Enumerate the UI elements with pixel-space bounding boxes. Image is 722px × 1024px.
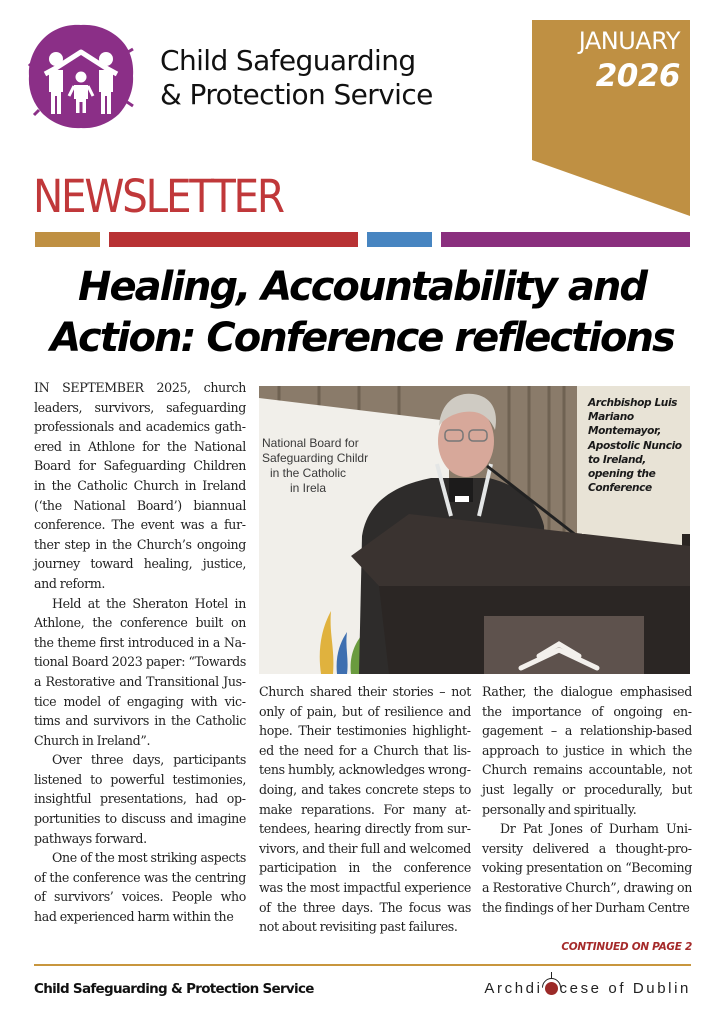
archdiocese-text-end: cese of Dublin [559, 980, 691, 997]
color-bar-gold [35, 232, 100, 247]
issue-month: JANUARY [578, 27, 680, 55]
color-bar-blue [367, 232, 432, 247]
brand-title-line1: Child Safeguarding [160, 44, 416, 77]
article-headline [22, 262, 702, 364]
color-bar-purple [441, 232, 690, 247]
headline-line2: Action: Conference reflections [50, 315, 674, 361]
archdiocese-dome-icon [545, 982, 558, 995]
banner-line: in Irela [289, 481, 327, 495]
banner-line: Safeguarding Childr [262, 451, 369, 465]
color-bar-red [109, 232, 358, 247]
issue-year: 2026 [595, 58, 680, 94]
photo-banner-text [262, 436, 369, 496]
brand-title [160, 44, 433, 112]
photo-caption: Archbishop Luis Mariano Montemayor, Apostolic Nuncio to Ireland, opening the Conference [588, 397, 682, 495]
headline-line1: Healing, Accountability and [78, 264, 646, 310]
csps-logo-icon [27, 22, 135, 130]
paragraph: One of the most striking aspects of the conference was the centring of survivors’ voices. People who had experienced harm within the [34, 850, 246, 925]
paragraph: Held at the Sheraton Hotel in Athlone, the conference built on the theme first introduced in a National Board 2023 paper: “Towards a Restorative and Transitional Justice model of engaging with victims and survivors in the Catholic Church in Ireland”. [34, 595, 246, 748]
footer-service-name: Child Safeguarding & Protection Service [34, 981, 314, 997]
article-column-2 [259, 682, 471, 937]
brand-title-line2: & Protection Service [160, 78, 433, 111]
archdiocese-text-start: Archdi [484, 980, 543, 997]
paragraph: Over three days, participants listened to powerful testimonies, insightful presentations, had opportunities to discuss and imagine pathways forward. [34, 752, 246, 846]
paragraph: Rather, the dialogue emphasised the importance of ongoing engagement – a relationship-based approach to justice in which the Church remains accountable, not just legally or procedurally, but personally and spiritually. [482, 684, 692, 817]
paragraph: Dr Pat Jones of Durham University delivered a thought-provoking presentation on “Becoming a Restorative Church”, drawing on the findings of her Durham Centre [482, 821, 692, 915]
banner-line: in the Catholic [269, 466, 347, 480]
paragraph: IN SEPTEMBER 2025, church leaders, survivors, safeguarding professionals and academics gathered in Athlone for the National Board for Safeguarding Children in the Catholic Church in Ireland (‘the National Board’) biannual conference. The event was a further step in the Church’s ongoing journey toward healing, justice, and reform. [34, 380, 246, 591]
continued-link[interactable]: CONTINUED ON PAGE 2 [561, 941, 692, 953]
article-column-3 [482, 682, 692, 917]
newsletter-title: NEWSLETTER [33, 170, 283, 223]
article-column-1 [34, 378, 246, 927]
archdiocese-logo [440, 980, 691, 998]
paragraph: Church shared their stories – not only of pain, but of resilience and hope. Their testimonies highlighted the need for a Church that listens humbly, acknowledges wrongdoing, and takes concrete steps to make reparations. For many attendees, hearing directly from survivors, and their full and welcomed participation in the conference was the most impactful experience of the three days. The focus was not about revisiting past failures. [259, 684, 471, 935]
banner-line: National Board for [262, 436, 359, 450]
footer-divider [34, 964, 691, 966]
